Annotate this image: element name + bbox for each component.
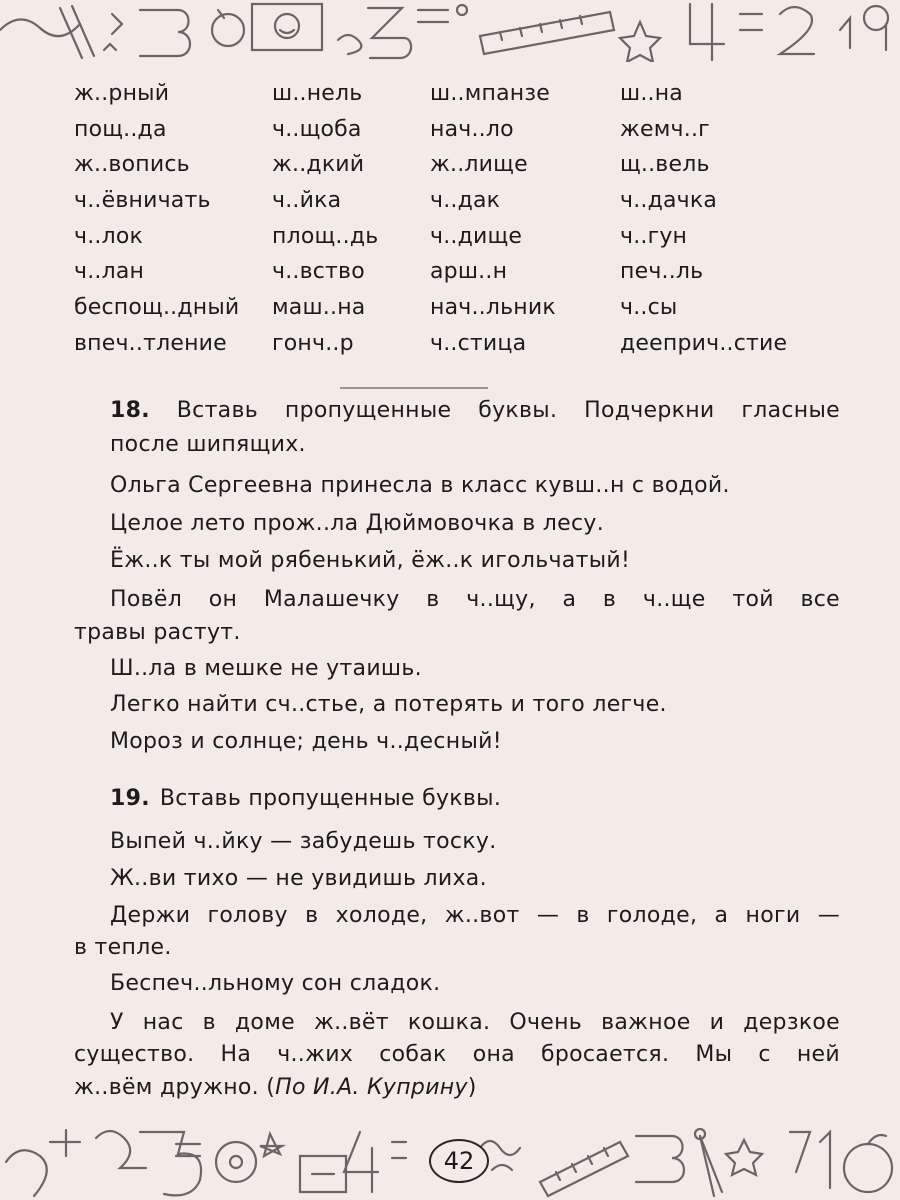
exercise-19-sentence-4: Беспеч..льному сон сладок.	[110, 971, 441, 996]
grid-word: ч..стица	[430, 330, 527, 356]
exercise-18-task-line2: после шипящих.	[110, 432, 306, 457]
grid-word: ш..нель	[272, 81, 363, 106]
grid-word: ч..дище	[430, 223, 523, 249]
grid-word: ч..лок	[74, 223, 143, 249]
section-divider	[340, 387, 488, 389]
grid-word: ч..вство	[272, 259, 365, 285]
exercise-18-task-line1: Вставь пропущенные буквы. Подчеркни гласные	[176, 398, 840, 423]
grid-word: арш..н	[430, 259, 508, 285]
grid-word: ч..сы	[620, 295, 678, 321]
exercise-19-sentence-3b: в тепле.	[74, 935, 172, 960]
grid-word: жемч..г	[620, 116, 710, 142]
exercise-19-sentence-5-line3	[74, 1075, 477, 1100]
grid-word: ш..мпанзе	[430, 81, 550, 106]
exercise-18-sentence-1: Ольга Сергеевна принесла в класс кувш..н с водой.	[110, 473, 730, 498]
grid-word: пощ..да	[74, 116, 167, 142]
exercise-18-sentence-5: Ш..ла в мешке не утаишь.	[110, 656, 422, 681]
grid-word: ч..ёвничать	[74, 188, 211, 214]
grid-word: нач..льник	[430, 295, 556, 321]
grid-word: ж..вопись	[74, 152, 190, 178]
grid-word: ж..лище	[430, 152, 528, 178]
grid-word: беспощ..дный	[74, 295, 240, 321]
grid-word: дееприч..стие	[620, 330, 788, 356]
exercise-18-sentence-4a: Повёл он Малашечку в ч..щу, а в ч..ще той все	[110, 587, 840, 612]
exercise-18-task	[110, 398, 840, 423]
grid-word: нач..ло	[430, 116, 514, 142]
exercise-19-sentence-5a: У нас в доме ж..вёт кошка. Очень важное и дерзкое	[110, 1010, 840, 1035]
grid-word: ж..рный	[74, 81, 170, 106]
exercise-18-sentence-6: Легко найти сч..стье, а потерять и того легче.	[110, 692, 667, 717]
word-grid	[74, 76, 844, 362]
grid-word: ж..дкий	[272, 152, 365, 178]
grid-word: ч..дачка	[620, 188, 718, 214]
grid-word: ч..щоба	[272, 116, 362, 142]
exercise-19-sentence-2: Ж..ви тихо — не увидишь лиха.	[110, 866, 487, 891]
grid-word: печ..ль	[620, 259, 704, 285]
exercise-18-number: 18.	[110, 398, 150, 423]
exercise-18-sentence-4b: травы растут.	[74, 620, 241, 645]
grid-word: ч..гун	[620, 223, 688, 249]
exercise-18-sentence-3: Ёж..к ты мой рябенький, ёж..к игольчатый!	[110, 548, 631, 573]
grid-word: ч..лан	[74, 259, 145, 285]
grid-word: щ..вель	[620, 152, 710, 178]
exercise-19-source: По И.А. Куприну	[275, 1075, 468, 1100]
exercise-19-number: 19.	[110, 786, 150, 811]
exercise-19-task	[110, 786, 501, 811]
exercise-19-sentence-5-line2	[74, 1042, 840, 1067]
exercise-19-sentence-5b: существо. На ч..жих собак она бросается. Мы с ней	[74, 1042, 840, 1067]
grid-word: ч..йка	[272, 188, 342, 214]
grid-word: гонч..р	[272, 330, 354, 356]
exercise-18-sentence-2: Целое лето прож..ла Дюймовочка в лесу.	[110, 511, 604, 536]
exercise-19-sentence-5	[110, 1010, 840, 1035]
exercise-19-sentence-1: Выпей ч..йку — забудешь тоску.	[110, 829, 497, 854]
exercise-18-sentence-4	[110, 587, 840, 612]
exercise-19-sentence-5c: ж..вём дружно. (	[74, 1075, 276, 1100]
exercise-19-sentence-3	[110, 903, 840, 928]
grid-word: маш..на	[272, 295, 366, 321]
exercise-19-sentence-3a: Держи голову в холоде, ж..вот — в голоде, а ноги —	[110, 903, 840, 928]
exercise-19-source-close: )	[467, 1075, 477, 1100]
grid-word: ш..на	[620, 81, 683, 106]
grid-word: площ..дь	[272, 223, 379, 249]
top-doodle-border	[0, 0, 900, 62]
page-number: 42	[429, 1139, 489, 1183]
exercise-18-sentence-7: Мороз и солнце; день ч..десный!	[110, 729, 502, 754]
grid-word: ч..дак	[430, 188, 501, 214]
exercise-19-task-text: Вставь пропущенные буквы.	[159, 786, 502, 811]
grid-word: впеч..тление	[74, 330, 227, 356]
